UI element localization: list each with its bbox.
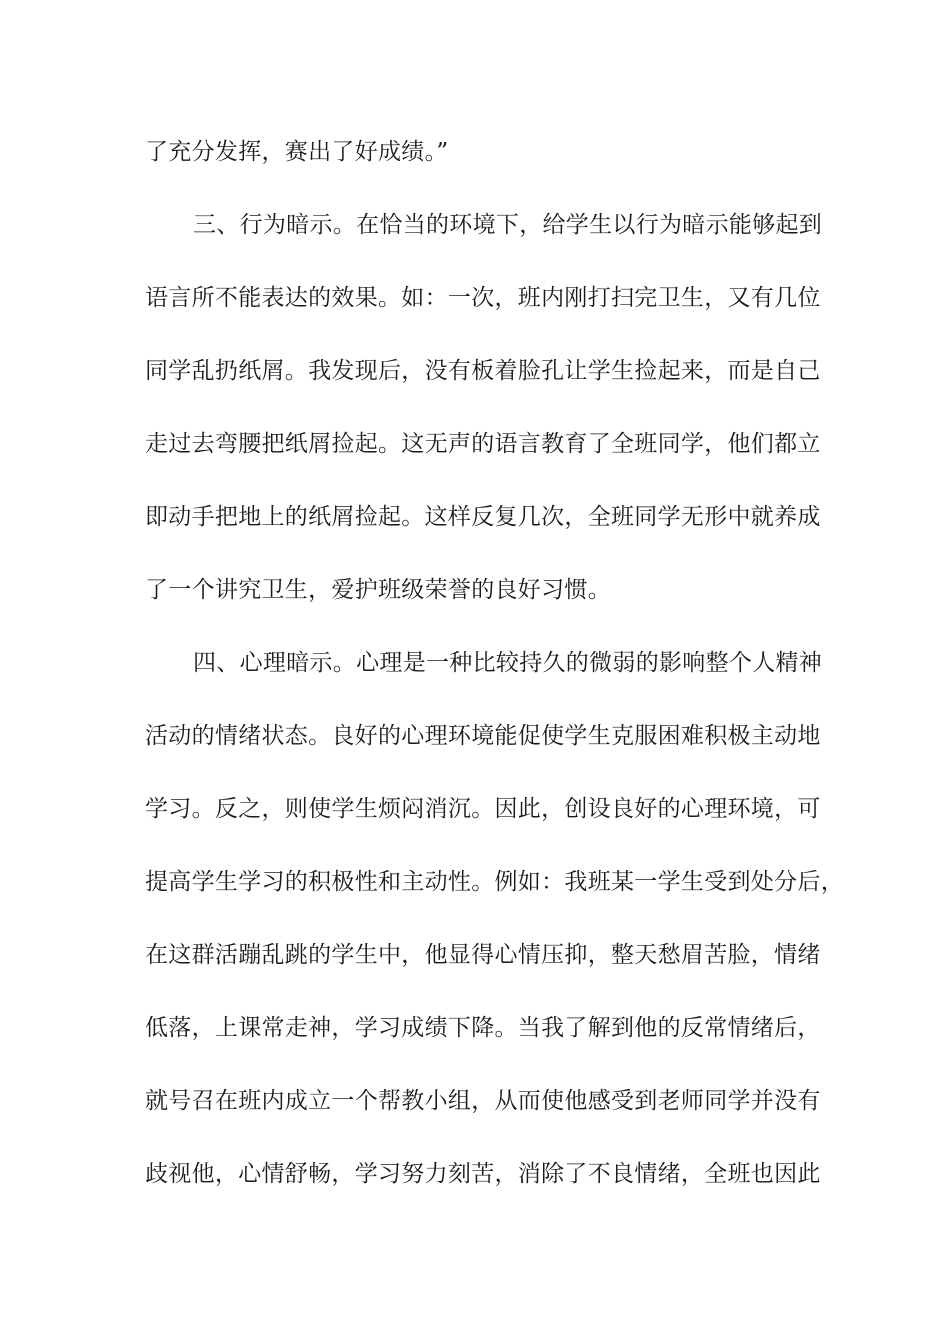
text-line: 就号召在班内成立一个帮教小组，从而使他感受到老师同学并没有	[145, 1088, 821, 1114]
paragraph-heading-line: 三、行为暗示。在恰当的环境下，给学生以行为暗示能够起到	[193, 212, 823, 238]
text-line: 学习。反之，则使学生烦闷消沉。因此，创设良好的心理环境，可	[145, 796, 821, 822]
text-line: 提高学生学习的积极性和主动性。例如：我班某一学生受到处分后，	[145, 869, 844, 895]
text-line: 低落，上课常走神，学习成绩下降。当我了解到他的反常情绪后，	[145, 1015, 821, 1041]
text-line: 了充分发挥，赛出了好成绩。”	[145, 139, 449, 165]
paragraph-heading-line: 四、心理暗示。心理是一种比较持久的微弱的影响整个人精神	[193, 650, 823, 676]
text-line: 歧视他，心情舒畅，学习努力刻苦，消除了不良情绪，全班也因此	[145, 1161, 821, 1187]
text-line: 在这群活蹦乱跳的学生中，他显得心情压抑，整天愁眉苦脸，情绪	[145, 942, 821, 968]
text-line: 走过去弯腰把纸屑捡起。这无声的语言教育了全班同学，他们都立	[145, 431, 821, 457]
text-line: 即动手把地上的纸屑捡起。这样反复几次，全班同学无形中就养成	[145, 504, 821, 530]
text-line: 了一个讲究卫生，爱护班级荣誉的良好习惯。	[145, 577, 611, 603]
text-line: 同学乱扔纸屑。我发现后，没有板着脸孔让学生捡起来，而是自己	[145, 358, 821, 384]
text-line: 语言所不能表达的效果。如：一次，班内刚打扫完卫生，又有几位	[145, 285, 821, 311]
text-line: 活动的情绪状态。良好的心理环境能促使学生克服困难积极主动地	[145, 723, 821, 749]
